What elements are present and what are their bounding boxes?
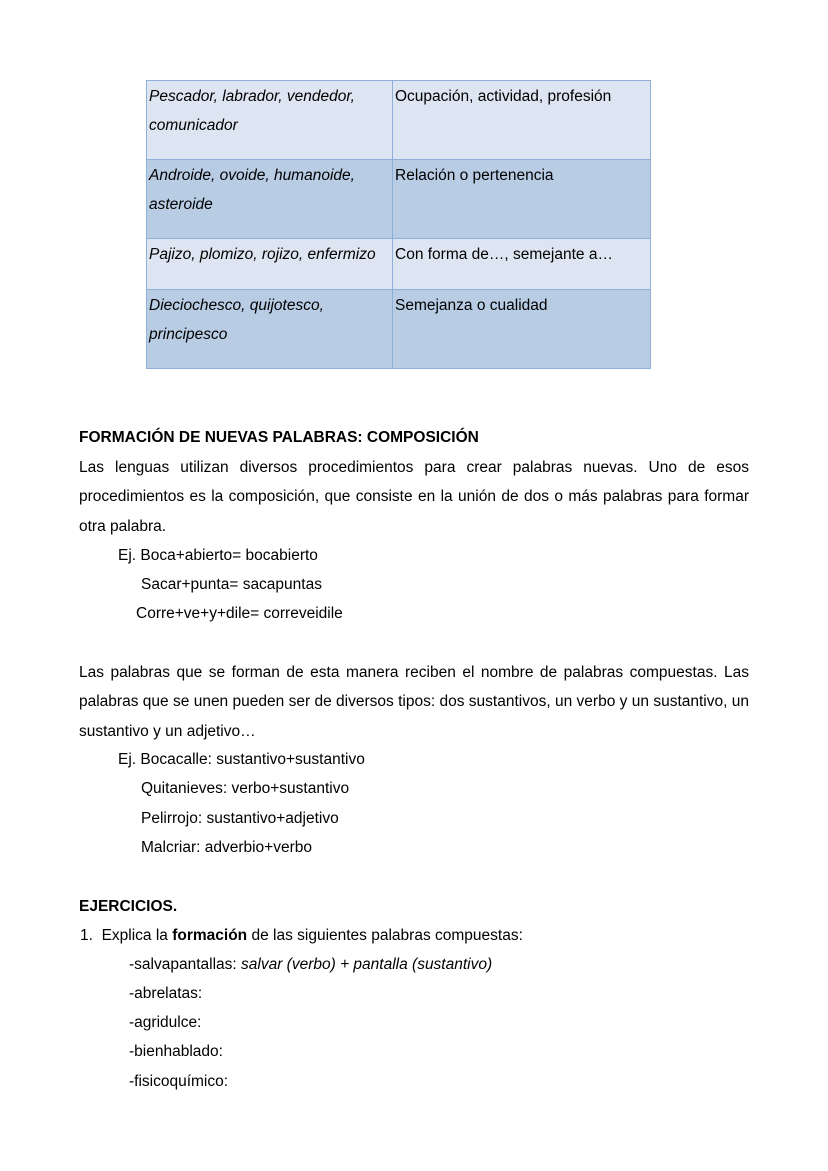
- table-row: [147, 290, 651, 369]
- answer-line: [129, 1037, 223, 1066]
- table-row: [147, 160, 651, 239]
- table-cell-meaning: Ocupación, actividad, profesión: [393, 81, 651, 160]
- table-cell-meaning: Con forma de…, semejante a…: [393, 239, 651, 290]
- example-line: Ej. Boca+abierto= bocabierto: [118, 547, 318, 564]
- answer-word: -fisicoquímico:: [129, 1073, 229, 1090]
- composition-paragraph-1: Las lenguas utilizan diversos procedimientos para crear palabras nuevas. Uno de esos procedimientos es la composición, que consiste en la unión de dos o más palabras para formar otra palabra.: [79, 459, 749, 535]
- table-cell-meaning: Semejanza o cualidad: [393, 290, 651, 369]
- table-cell-words: Pajizo, plomizo, rojizo, enfermizo: [147, 239, 393, 290]
- exercise-item-1: [80, 921, 523, 950]
- example-line: Quitanieves: verbo+sustantivo: [141, 780, 350, 797]
- example-line: Pelirrojo: sustantivo+adjetivo: [141, 810, 339, 827]
- exercises-heading: EJERCICIOS.: [79, 898, 178, 915]
- table-cell-words: Androide, ovoide, humanoide, asteroide: [147, 160, 393, 239]
- table-cell-words: Pescador, labrador, vendedor, comunicador: [147, 81, 393, 160]
- answer-line: [129, 1067, 228, 1096]
- example-line: Sacar+punta= sacapuntas: [141, 576, 322, 593]
- answer-line: [129, 950, 492, 979]
- answer-word: -bienhablado:: [129, 1043, 223, 1060]
- composition-paragraph-2: Las palabras que se forman de esta manera reciben el nombre de palabras compuestas. Las palabras que se unen pueden ser de diversos tipos: dos sustantivos, un verbo y un sustantivo, un sustantivo y un adjetivo…: [79, 664, 749, 740]
- exercise-prompt-bold: formación: [172, 927, 248, 944]
- table-row: [147, 239, 651, 290]
- example-line: Malcriar: adverbio+verbo: [141, 839, 313, 856]
- exercise-number: 1.: [80, 927, 93, 944]
- exercise-prompt-prefix: Explica la: [101, 927, 173, 944]
- answer-word: -abrelatas:: [129, 985, 203, 1002]
- table-cell-meaning: Relación o pertenencia: [393, 160, 651, 239]
- answer-word: -agridulce:: [129, 1014, 202, 1031]
- answer-line: [129, 1008, 201, 1037]
- suffix-table: [146, 80, 651, 369]
- answer-word: -salvapantallas:: [129, 956, 242, 973]
- answer-line: [129, 979, 202, 1008]
- exercise-prompt-suffix: de las siguientes palabras compuestas:: [247, 927, 523, 944]
- table-cell-words: Dieciochesco, quijotesco, principesco: [147, 290, 393, 369]
- composition-heading: FORMACIÓN DE NUEVAS PALABRAS: COMPOSICIÓN: [79, 429, 479, 446]
- example-line: Ej. Bocacalle: sustantivo+sustantivo: [118, 751, 365, 768]
- table-row: [147, 81, 651, 160]
- answer-text: salvar (verbo) + pantalla (sustantivo): [241, 956, 493, 973]
- example-line: Corre+ve+y+dile= correveidile: [136, 605, 343, 622]
